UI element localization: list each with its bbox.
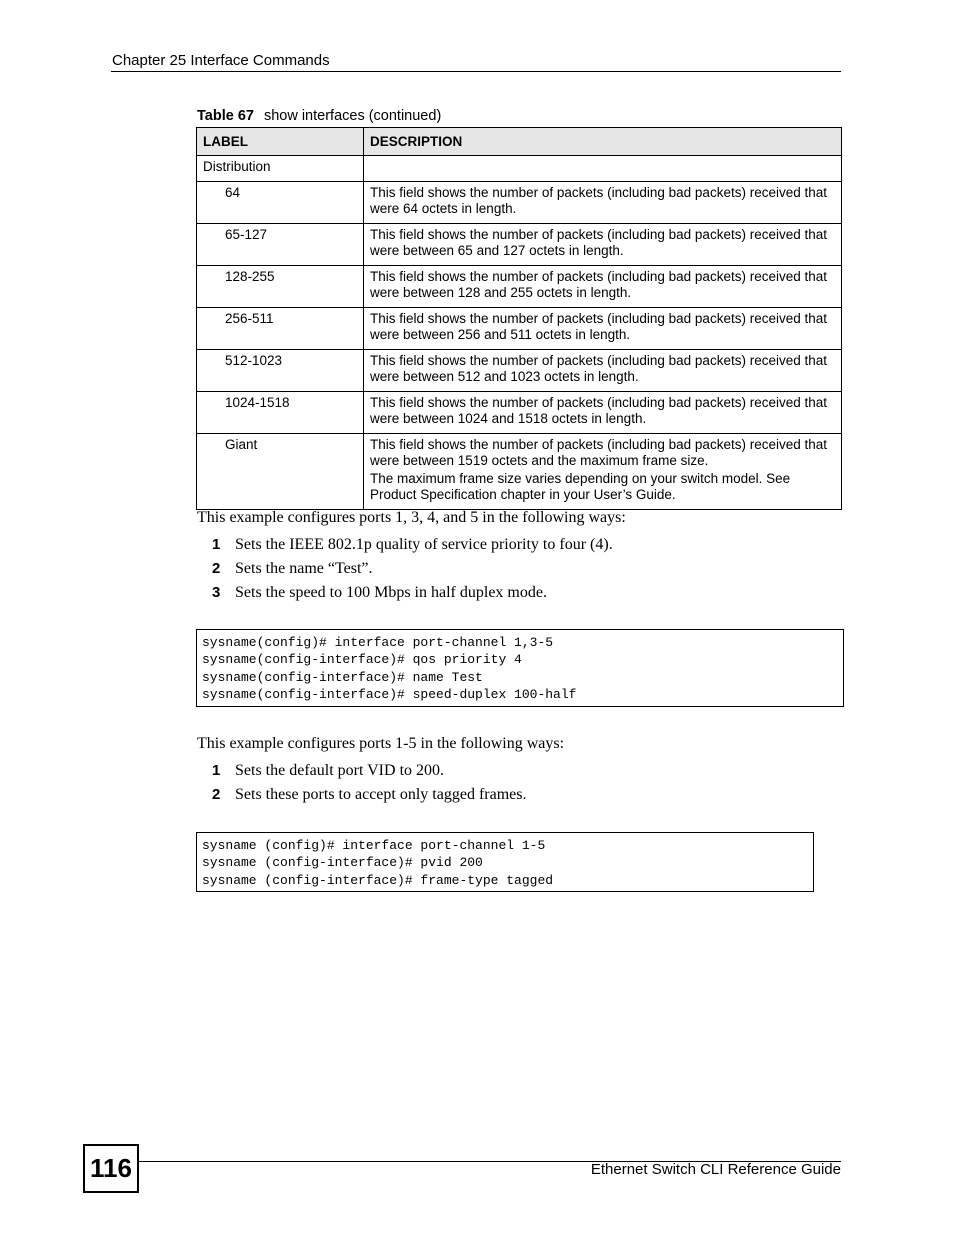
table-header-row: [197, 128, 842, 156]
example1-intro: This example configures ports 1, 3, 4, and 5 in the following ways:: [197, 509, 626, 526]
description-text: This field shows the number of packets (including bad packets) received that were between 128 and 255 octets in length.: [370, 269, 827, 300]
guide-title: Ethernet Switch CLI Reference Guide: [590, 1161, 841, 1178]
example2-code-block: [196, 832, 814, 892]
table-row: [197, 434, 842, 510]
header-rule: [111, 71, 841, 72]
description-text: This field shows the number of packets (including bad packets) received that were between 512 and 1023 octets in length.: [370, 353, 827, 384]
description-text: This field shows the number of packets (including bad packets) received that were between 256 and 511 octets in length.: [370, 311, 827, 342]
row-description: [364, 392, 842, 434]
table-row: [197, 350, 842, 392]
row-description: [364, 182, 842, 224]
table-caption-label: Table 67: [197, 108, 254, 124]
table-caption-title: show interfaces (continued): [263, 108, 442, 124]
example2-intro: This example configures ports 1-5 in the following ways:: [197, 735, 565, 752]
step-text: Sets the speed to 100 Mbps in half duplex mode.: [235, 584, 547, 601]
row-description: [364, 156, 842, 182]
table-row: [197, 266, 842, 308]
step-number: 2: [212, 560, 221, 577]
description-text: This field shows the number of packets (including bad packets) received that were between 1024 and 1518 octets in length.: [370, 395, 827, 426]
row-label: 65-127: [197, 224, 364, 266]
row-description: [364, 350, 842, 392]
table-row: [197, 182, 842, 224]
list-item: [212, 584, 613, 608]
step-text: Sets the IEEE 802.1p quality of service priority to four (4).: [235, 536, 613, 553]
step-number: 1: [212, 536, 221, 553]
step-number: 3: [212, 584, 221, 601]
row-label: 512-1023: [197, 350, 364, 392]
description-text: This field shows the number of packets (including bad packets) received that were between 1519 octets and the maximum frame size.: [370, 437, 827, 468]
page-number: 116: [83, 1144, 139, 1193]
description-note: The maximum frame size varies depending on your switch model. See Product Specification chapter in your User’s Guide.: [370, 471, 791, 502]
description-text: This field shows the number of packets (including bad packets) received that were between 65 and 127 octets in length.: [370, 227, 827, 258]
code-line: sysname (config-interface)# pvid 200: [202, 855, 483, 871]
row-description: [364, 434, 842, 510]
description-text: This field shows the number of packets (including bad packets) received that were 64 octets in length.: [370, 185, 827, 216]
row-description: [364, 308, 842, 350]
code-line: sysname(config)# interface port-channel 1,3-5: [202, 635, 554, 650]
row-label: 256-511: [197, 308, 364, 350]
code-line: sysname(config-interface)# qos priority 4: [202, 652, 522, 668]
table-row: [197, 224, 842, 266]
row-label: Giant: [197, 434, 364, 510]
row-label: 1024-1518: [197, 392, 364, 434]
row-description: [364, 266, 842, 308]
step-text: Sets the name “Test”.: [235, 560, 373, 577]
table-caption: [197, 108, 441, 124]
example1-code-block: [196, 629, 844, 707]
row-label: 64: [197, 182, 364, 224]
code-line: sysname (config)# interface port-channel 1-5: [202, 838, 546, 853]
row-label: 128-255: [197, 266, 364, 308]
step-number: 2: [212, 786, 221, 803]
code-line: sysname(config-interface)# name Test: [202, 669, 483, 685]
code-line: sysname(config-interface)# speed-duplex 100-half: [202, 686, 577, 702]
table-row: [197, 308, 842, 350]
step-number: 1: [212, 762, 221, 779]
chapter-header: Chapter 25 Interface Commands: [112, 52, 330, 69]
list-item: [212, 786, 526, 810]
show-interfaces-table: [196, 127, 842, 510]
list-item: [212, 762, 526, 786]
example1-steps: [212, 536, 613, 608]
column-header-description: DESCRIPTION: [364, 128, 842, 156]
table-row: [197, 156, 842, 182]
column-header-label: LABEL: [197, 128, 364, 156]
list-item: [212, 536, 613, 560]
row-description: [364, 224, 842, 266]
list-item: [212, 560, 613, 584]
row-label: Distribution: [197, 156, 364, 182]
step-text: Sets the default port VID to 200.: [235, 762, 445, 779]
code-line: sysname (config-interface)# frame-type tagged: [202, 872, 554, 888]
table-row: [197, 392, 842, 434]
step-text: Sets these ports to accept only tagged frames.: [235, 786, 527, 803]
example2-steps: [212, 762, 526, 810]
